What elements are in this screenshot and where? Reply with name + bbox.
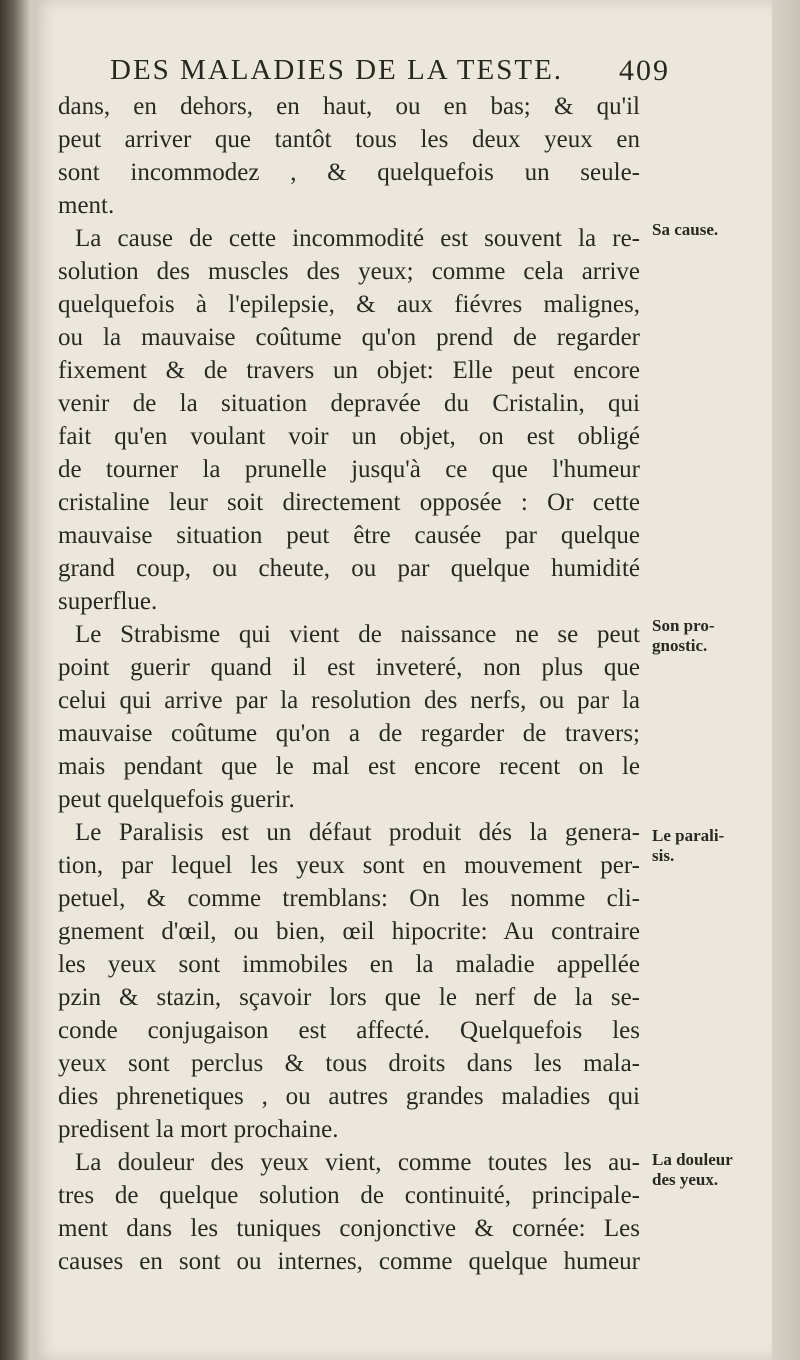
text-line: ou la mauvaise coûtume qu'on prend de regarder [58,324,640,351]
text-line: petuel, & comme tremblans: On les nomme cli- [58,885,640,912]
text-line: quelquefois à l'epilepsie, & aux fiévres malignes, [58,291,640,318]
text-line: ment dans les tuniques conjonctive & cornée: Les [58,1215,640,1242]
text-line: cristaline leur soit directement opposée : Or cette [58,489,640,516]
text-line: tres de quelque solution de continuité, principale- [58,1182,640,1209]
margin-note-prognostic: Son pro- gnostic. [652,616,715,655]
text-line: solution des muscles des yeux; comme cela arrive [58,258,640,285]
text-line: venir de la situation depravée du Cristalin, qui [58,390,640,417]
text-line: peut quelquefois guerir. [58,786,295,813]
text-line: causes en sont ou internes, comme quelque humeur [58,1248,640,1275]
margin-note-eye-pain: La douleur des yeux. [652,1150,733,1189]
page-number: 409 [619,54,670,87]
text-line: dies phrenetiques , ou autres grandes maladies qui [58,1083,640,1110]
text-line: point guerir quand il est inveteré, non plus que [58,654,640,681]
text-line: Le Strabisme qui vient de naissance ne se peut [75,621,640,648]
text-line: les yeux sont immobiles en la maladie appellée [58,951,640,978]
text-line: sont incommodez , & quelquefois un seule- [58,159,640,186]
margin-note-cause: Sa cause. [652,220,719,239]
text-line: yeux sont perclus & tous droits dans les mala- [58,1050,640,1077]
text-line: fixement & de travers un objet: Elle peut encore [58,357,640,384]
text-line: grand coup, ou cheute, ou par quelque humidité [58,555,640,582]
running-head [110,54,670,94]
text-line: Le Paralisis est un défaut produit dés la genera- [75,819,640,846]
text-line: La douleur des yeux vient, comme toutes les au- [75,1149,640,1176]
text-line: dans, en dehors, en haut, ou en bas; & qu'il [58,93,640,120]
text-line: mais pendant que le mal est encore recent on le [58,753,640,780]
running-title: DES MALADIES DE LA TESTE. [110,54,564,86]
text-line: peut arriver que tantôt tous les deux yeux en [58,126,640,153]
text-line: celui qui arrive par la resolution des nerfs, ou par la [58,687,640,714]
text-line: ment. [58,192,115,219]
text-line: La cause de cette incommodité est souvent la re- [75,225,640,252]
text-line: mauvaise coûtume qu'on a de regarder de travers; [58,720,640,747]
text-line: superflue. [58,588,158,615]
text-line: conde conjugaison est affecté. Quelquefois les [58,1017,640,1044]
text-line: pzin & stazin, sçavoir lors que le nerf de la se- [58,984,640,1011]
text-line: mauvaise situation peut être causée par quelque [58,522,640,549]
margin-note-paralisis: Le parali- sis. [652,826,725,865]
text-line: de tourner la prunelle jusqu'à ce que l'humeur [58,456,640,483]
text-line: fait qu'en voulant voir un objet, on est obligé [58,423,640,450]
text-line: predisent la mort prochaine. [58,1116,339,1143]
text-line: gnement d'œil, ou bien, œil hipocrite: Au contraire [58,918,640,945]
text-line: tion, par lequel les yeux sont en mouvement per- [58,852,640,879]
